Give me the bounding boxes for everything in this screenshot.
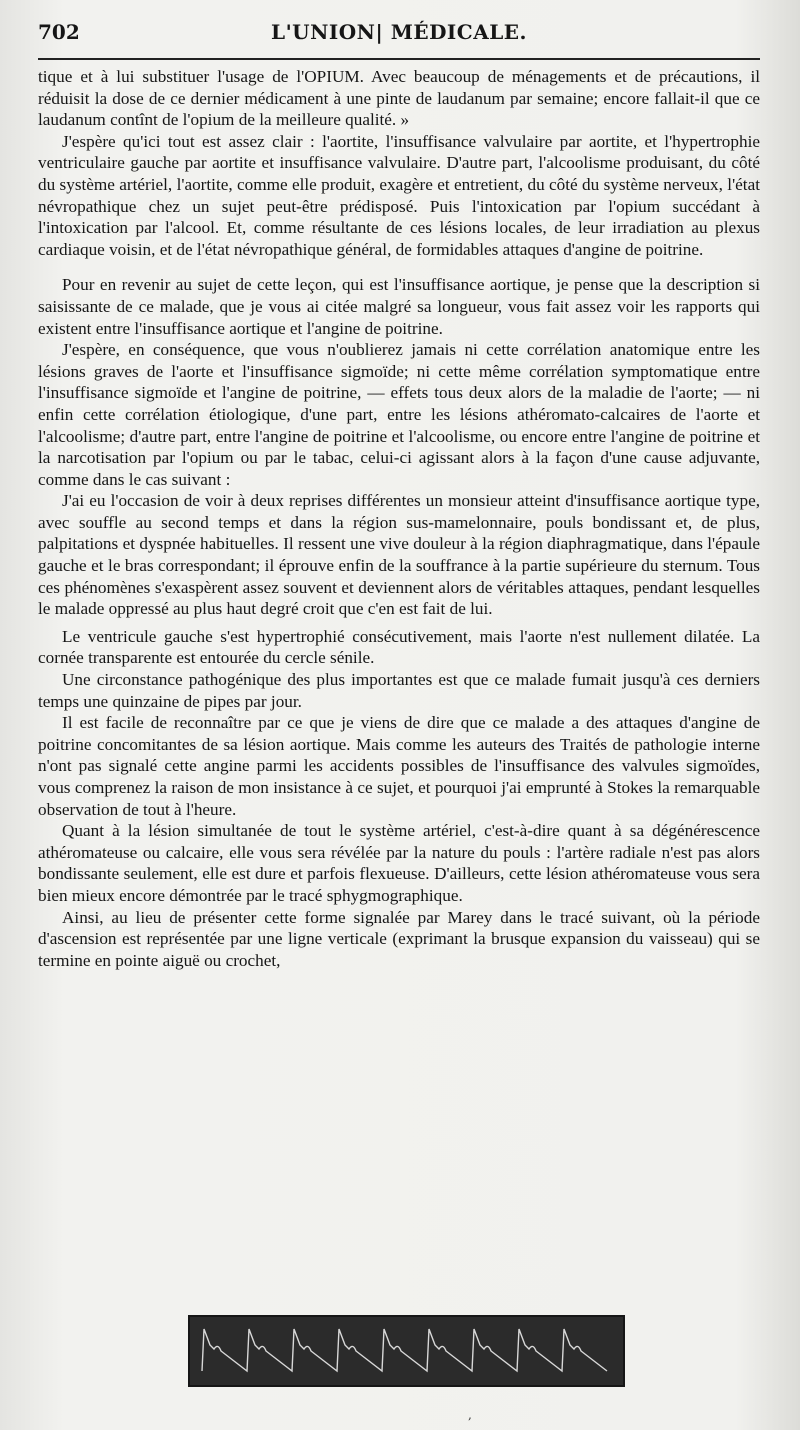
sphygmograph-figure <box>188 1315 625 1387</box>
article-body <box>38 66 760 971</box>
pulse-trace <box>188 1315 625 1387</box>
paragraph: J'espère qu'ici tout est assez clair : l'aortite, l'insuffisance valvulaire par aortite, et l'hypertrophie ventriculaire gauche par aortite et insuffisance valvulaire. D'autre part, l'alcoolisme produisant, du côté du système artériel, l'aortite, comme elle produit, exagère et entretient, du côté du système nerveux, l'état névropathique chez un sujet peut-être prédisposé. Puis l'intoxication par l'opium succédant à l'intoxication par l'alcool. Et, comme résultante de ces lésions locales, de leur irradiation au plexus cardiaque voisin, et de l'état névropathique général, de formidables attaques d'angine de poitrine. <box>38 131 760 259</box>
paragraph: Il est facile de reconnaître par ce que je viens de dire que ce malade a des attaques d'angine de poitrine concomitantes de sa lésion aortique. Mais comme les auteurs des Traités de pathologie interne n'ont pas signalé cette angine parmi les accidents possibles de l'insuffisance des valvules sigmoïdes, vous comprenez la raison de mon insistance à ce sujet, et pourquoi j'ai emprunté à Stokes la remarquable observation de tout à l'heure. <box>38 713 760 819</box>
paragraph: tique et à lui substituer l'usage de l'OPIUM. Avec beaucoup de ménagements et de précautions, il réduisit la dose de ce dernier médicament à une pinte de laudanum par semaine; encore fallait-il que ce laudanum contînt de l'opium de la meilleure qualité. » <box>38 67 760 130</box>
paragraph: Quant à la lésion simultanée de tout le système artériel, c'est-à-dire quant à sa dégénérescence athéromateuse ou calcaire, elle vous sera révélée par la nature du pouls : l'artère radiale n'est pas alors bondissante seulement, elle est dure et parfois flexueuse. D'ailleurs, cette lésion athéromateuse vous sera bien mieux encore démontrée par le tracé sphygmographique. <box>38 821 760 905</box>
running-title: L'UNION| MÉDICALE. <box>271 20 527 44</box>
paragraph: Le ventricule gauche s'est hypertrophié consécutivement, mais l'aorte n'est nullement dilatée. La cornée transparente est entourée du cercle sénile. <box>38 626 760 668</box>
paragraph: Pour en revenir au sujet de cette leçon, qui est l'insuffisance aortique, je pense que la description si saisissante de ce malade, que je vous ai citée malgré sa longueur, vous fait assez voir les rapports qui existent entre l'insuffisance aortique et l'angine de poitrine. <box>38 275 760 338</box>
header-rule <box>38 58 760 60</box>
pulse-waveform <box>202 1329 607 1371</box>
paragraph: J'espère, en conséquence, que vous n'oublierez jamais ni cette corrélation anatomique entre les lésions graves de l'aorte et l'insuffisance sigmoïde; ni cette même corrélation symptomatique entre l'insuffisance sigmoïde et l'angine de poitrine, — effets tous deux alors de la maladie de l'aorte; — ni enfin cette corrélation étiologique, d'une part, entre les lésions athéromato-calcaires de l'aorte et l'alcoolisme; d'autre part, entre l'angine de poitrine et l'alcoolisme, ou encore entre l'angine de poitrine et la narcotisation par l'opium ou par le tabac, celui-ci agissant alors à la façon d'une cause adjuvante, comme dans le cas suivant : <box>38 340 760 489</box>
figure-mark: , <box>468 1408 472 1422</box>
page-header <box>38 20 760 50</box>
paragraph: J'ai eu l'occasion de voir à deux reprises différentes un monsieur atteint d'insuffisance aortique type, avec souffle au second temps et dans la région sus-mamelonnaire, pouls bondissant et, de plus, palpitations et dyspnée habituelles. Il ressent une vive douleur à la région diaphragmatique, dans l'épaule gauche et le bras correspondant; il éprouve enfin de la souffrance à la partie supérieure du sternum. Tous ces phénomènes s'exaspèrent assez souvent et deviennent alors de véritables attaques, pendant lesquelles le malade oppressé au plus haut degré croit que c'en est fait de lui. <box>38 491 760 619</box>
paragraph: Ainsi, au lieu de présenter cette forme signalée par Marey dans le tracé suivant, où la période d'ascension est représentée par une ligne verticale (exprimant la brusque expansion du vaisseau) qui se termine en pointe aiguë ou crochet, <box>38 907 760 970</box>
page-number: 702 <box>38 20 80 44</box>
paragraph: Une circonstance pathogénique des plus importantes est que ce malade fumait jusqu'à ces derniers temps une quinzaine de pipes par jour. <box>38 670 760 711</box>
